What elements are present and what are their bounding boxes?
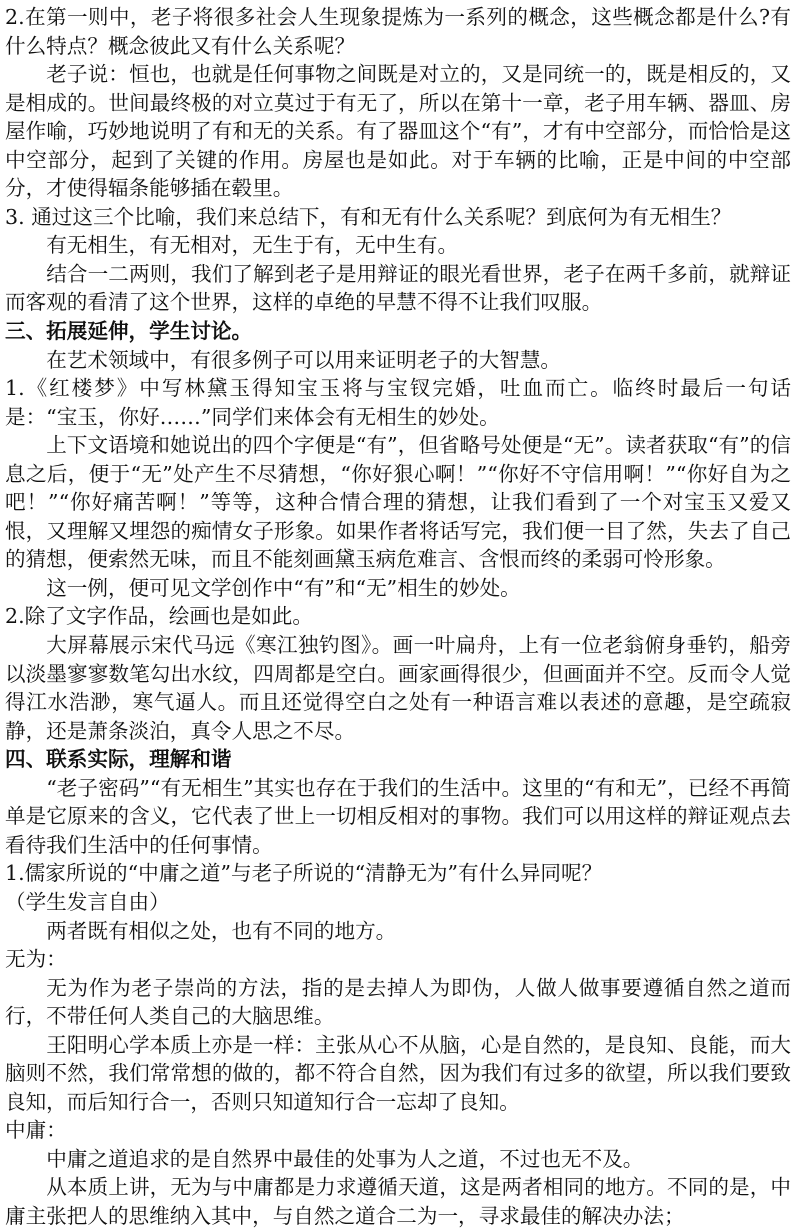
section-heading-4: 四、联系实际，理解和谐 [5, 747, 232, 772]
paragraph-conclusion: 结合一二两则，我们了解到老子是用辩证的眼光看世界，老子在两千多前，就辩证而客观的看清了这个世界，这样的卓绝的早慧不得不让我们叹服。 [5, 261, 791, 315]
question-confucian: 1.儒家所说的“中庸之道”与老子所说的“清静无为”有什么异同呢？ [5, 861, 603, 886]
paragraph-answer-2: 老子说：恒也，也就是任何事物之间既是对立的，又是同统一的，既是相反的，又是相成的。世间最终极的对立莫过于有无了，所以在第十一章，老子用车辆、器皿、房屋作喻，巧妙地说明了有和无的关系。有了器皿这个“有”，才有中空部分，而恰恰是这中空部分，起到了关键的作用。房屋也是如此。对于车辆的比喻，正是中间的中空部分，才使得辐条能够插在毂里。 [5, 62, 791, 201]
label-zhongyong: 中庸： [5, 1118, 67, 1143]
paragraph-summary: 有无相生，有无相对，无生于有，无中生有。 [46, 233, 459, 258]
paragraph-literature-note: 这一例，便可见文学创作中“有”和“无”相生的妙处。 [46, 575, 521, 600]
label-wuwei: 无为： [5, 947, 67, 972]
paragraph-painting-analysis: 大屏幕展示宋代马远《寒江独钓图》。画一叶扁舟，上有一位老翁俯身垂钓，船旁以淡墨寥寥数笔勾出水纹，四周都是空白。画家画得很少，但画面并不空。反而令人觉得江水浩渺，寒气逼人。而且还觉得空白之处有一种语言难以表述的意趣，是空疏寂静，还是萧条淡泊，真令人思之不尽。 [5, 633, 791, 743]
item-hongloumeng: 1.《红楼梦》中写林黛玉得知宝玉将与宝钗完婚，吐血而亡。临终时最后一句话是：“宝玉，你好……”同学们来体会有无相生的妙处。 [5, 376, 791, 429]
paragraph-similarity: 两者既有相似之处，也有不同的地方。 [46, 918, 397, 943]
paragraph-hongloumeng-analysis: 上下文语境和她说出的四个字便是“有”，但省略号处便是“无”。读者获取“有”的信息之后，便于“无”处产生不尽猜想，“你好狠心啊！”“你好不守信用啊！”“你好自为之吧！”“你好痛苦啊！”等等，这种合情合理的猜想，让我们看到了一个对宝玉又爱又恨，又理解又埋怨的痴情女子形象。如果作者将话写完，我们便一目了然，失去了自己的猜想，便索然无味，而且不能刻画黛玉病危难言、含恨而终的柔弱可怜形象。 [5, 433, 791, 572]
paragraph-wangyangming: 王阳明心学本质上亦是一样：主张从心不从脑，心是自然的，是良知、良能，而大脑则不然，我们常常想的做的，都不符合自然，因为我们有过多的欲望，所以我们要致良知，而后知行合一，否则只知道知行合一忘却了良知。 [5, 1032, 791, 1114]
paragraph-comparison: 从本质上讲，无为与中庸都是力求遵循天道，这是两者相同的地方。不同的是，中庸主张把人的思维纳入其中，与自然之道合二为一，寻求最佳的解决办法； [5, 1175, 791, 1228]
note-free-discussion: （学生发言自由） [5, 889, 170, 914]
paragraph-real-life: “老子密码”“有无相生”其实也存在于我们的生活中。这里的“有和无”，已经不再简单是它原来的含义，它代表了世上一切相反相对的事物。我们可以用这样的辩证观点去看待我们生活中的任何事情。 [5, 775, 791, 857]
document-page [5, 3, 791, 1231]
section-heading-3: 三、拓展延伸，学生讨论。 [5, 319, 253, 344]
paragraph-zhongyong: 中庸之道追求的是自然界中最佳的处事为人之道，不过也无不及。 [46, 1146, 644, 1171]
question-2: 2.在第一则中，老子将很多社会人生现象提炼为一系列的概念，这些概念都是什么?有什么特点？概念彼此又有什么关系呢？ [5, 5, 791, 58]
paragraph-art-intro: 在艺术领域中，有很多例子可以用来证明老子的大智慧。 [46, 347, 562, 372]
question-3: 3. 通过这三个比喻，我们来总结下，有和无有什么关系呢？到底何为有无相生？ [5, 204, 732, 229]
item-painting: 2.除了文字作品，绘画也是如此。 [5, 604, 313, 629]
paragraph-wuwei: 无为作为老子崇尚的方法，指的是去掉人为即伪，人做人做事要遵循自然之道而行，不带任何人类自己的大脑思维。 [5, 975, 791, 1029]
